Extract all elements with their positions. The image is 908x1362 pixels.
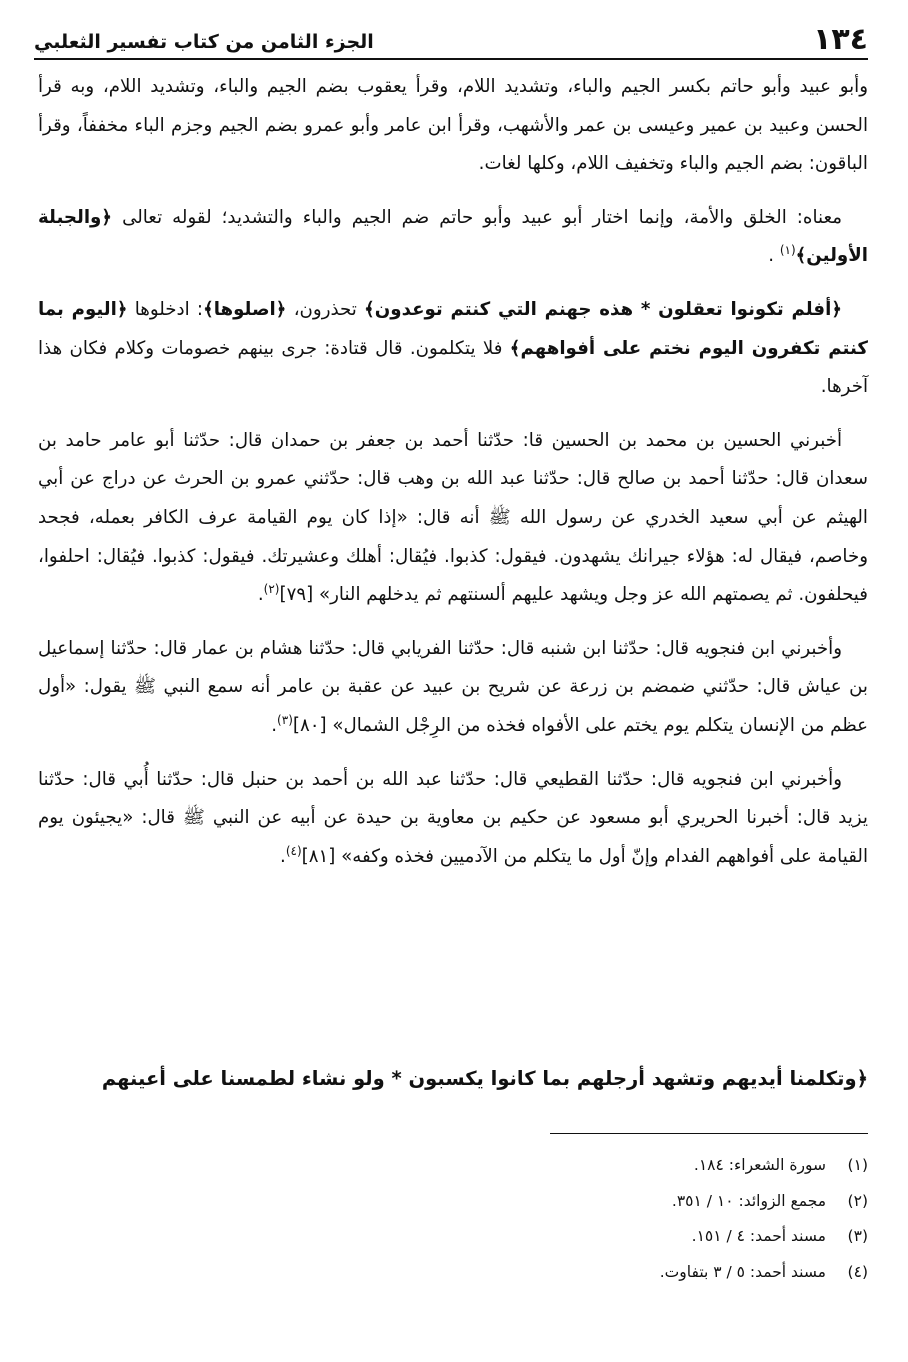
- paragraph-text: وأخبرني ابن فنجويه قال: حدّثنا القطيعي قال: حدّثنا عبد الله بن أحمد بن حنبل قال: حدّثنا أُبي قال: حدّثنا يزيد قال: أخبرنا الحريري أبو مسعود عن حكيم بن معاوية بن حيدة عن أبيه عن النبي ﷺ قال: «يجيئون يوم القيامة على أفواههم الفدام وإنّ أول ما يتكلم من الآدميين فخذه وكفه» [٨١]: [38, 768, 868, 867]
- paragraph-text: معناه: الخلق والأمة، وإنما اختار أبو عبيد وأبو حاتم ضم الجيم والباء والتشديد؛ لقوله تعالى: [122, 206, 842, 228]
- footnote-item: [448, 1148, 868, 1184]
- footnotes: [448, 1148, 868, 1290]
- footnote-number: (٣): [847, 1227, 868, 1245]
- paragraph-readings: [38, 68, 868, 184]
- paragraph-text: : ادخلوها: [134, 298, 204, 320]
- paragraph-hadith-80: [38, 630, 868, 746]
- footnote-number: (٢): [847, 1191, 868, 1210]
- paragraph-text: وأبو عبيد وأبو حاتم بكسر الجيم والباء، وتشديد اللام، وقرأ يعقوب بضم الجيم والباء، وتشديد اللام، وبه قرأ الحسن وعبيد بن عمير وعيسى بن عمر والأشهب، وقرأ ابن عامر وأبو عمرو بضم الجيم وجزم الباء مخففاً، وقرأ الباقون: بضم الجيم والباء وتخفيف اللام، وكلها لغات.: [38, 76, 868, 175]
- paragraph-text: تحذرون،: [293, 298, 357, 320]
- paragraph-hadith-79: [38, 422, 868, 615]
- paragraph-end: .: [257, 584, 264, 606]
- footnote-item: [448, 1219, 868, 1255]
- footnote-text: مسند أحمد: ٥ / ٣ بتفاوت.: [659, 1262, 826, 1281]
- paragraph-text: وأخبرني ابن فنجويه قال: حدّثنا ابن شنبه قال: حدّثنا الفريابي قال: حدّثنا هشام بن عمار قال: حدّثنا إسماعيل بن عياش قال: حدّثني ضمضم بن زرعة عن شريح بن عبيد عن عقبة بن عامر أنه سمع النبي ﷺ يقول: «أول عظم من الإنسان يتكلم يوم يختم على الأفواه فخذه من الرِجْل الشمال» [٨٠]: [38, 637, 868, 736]
- footnote-number: (١): [847, 1156, 868, 1174]
- footnote-text: سورة الشعراء: ١٨٤.: [693, 1156, 826, 1174]
- paragraph-text: أخبرني الحسين بن محمد بن الحسين قا: حدّثنا أحمد بن جعفر بن حمدان قال: حدّثنا أبو عامر حامد بن سعدان قال: حدّثنا أحمد بن صالح قال: حدّثنا عبد الله بن وهب قال: حدّثني عمرو بن الحرث عن دراج عن أبي الهيثم عن أبي سعيد الخدري عن رسول الله ﷺ أنه قال: «إذا كان يوم القيامة عرف الكافر بعمله، فجحد وخاصم، فيقال له: هؤلاء جيرانك يشهدون. فيقول: كذبوا. فيُقال: أهلك وعشيرتك. فيقول: كذبوا. فيُقال: احلفوا، فيحلفون. ثم يصمتهم الله عز وجل ويشهد عليهم ألسنتهم ثم يدخلهم النار» [٧٩]: [38, 429, 868, 606]
- footnote-reference: (٤): [285, 843, 302, 858]
- paragraph-end: .: [280, 845, 286, 867]
- main-text: [38, 68, 868, 891]
- footnote-reference: (١): [779, 243, 796, 258]
- page-header: [34, 14, 868, 60]
- footnote-text: مسند أحمد: ٤ / ١٥١.: [691, 1227, 826, 1245]
- paragraph-verses: [38, 291, 868, 407]
- page-number: ١٣٤: [813, 22, 868, 57]
- footnote-divider: [550, 1133, 868, 1134]
- paragraph-hadith-81: [38, 761, 868, 877]
- footnote-number: (٤): [847, 1262, 868, 1281]
- paragraph-end: .: [768, 245, 775, 267]
- footnote-item: [448, 1184, 868, 1220]
- quran-verse: ﴿اليوم بما كنتم تكفرون اليوم نختم على أفواههم﴾: [38, 298, 868, 359]
- footnote-item: [448, 1255, 868, 1291]
- quran-verse: ﴿أفلم تكونوا تعقلون * هذه جهنم التي كنتم توعدون﴾: [364, 298, 842, 320]
- paragraph-meaning: [38, 199, 868, 276]
- quran-verse: ﴿اصلوها﴾: [203, 298, 287, 320]
- footnote-reference: (٣): [277, 712, 293, 727]
- quran-verse: ﴿والجبلة الأولين﴾: [38, 206, 868, 267]
- footnote-text: مجمع الزوائد: ١٠ / ٣٥١.: [671, 1191, 826, 1210]
- running-title: الجزء الثامن من كتاب تفسير الثعلبي: [34, 31, 374, 53]
- paragraph-text: فلا يتكلمون. قال قتادة: جرى بينهم خصومات وكلام فكان هذا آخرها.: [38, 337, 868, 398]
- paragraph-end: .: [271, 714, 278, 736]
- quran-verse-final: ﴿وتكلمنا أيديهم وتشهد أرجلهم بما كانوا يكسبون * ولو نشاء لطمسنا على أعينهم: [101, 1067, 868, 1090]
- footnote-reference: (٢): [263, 582, 280, 597]
